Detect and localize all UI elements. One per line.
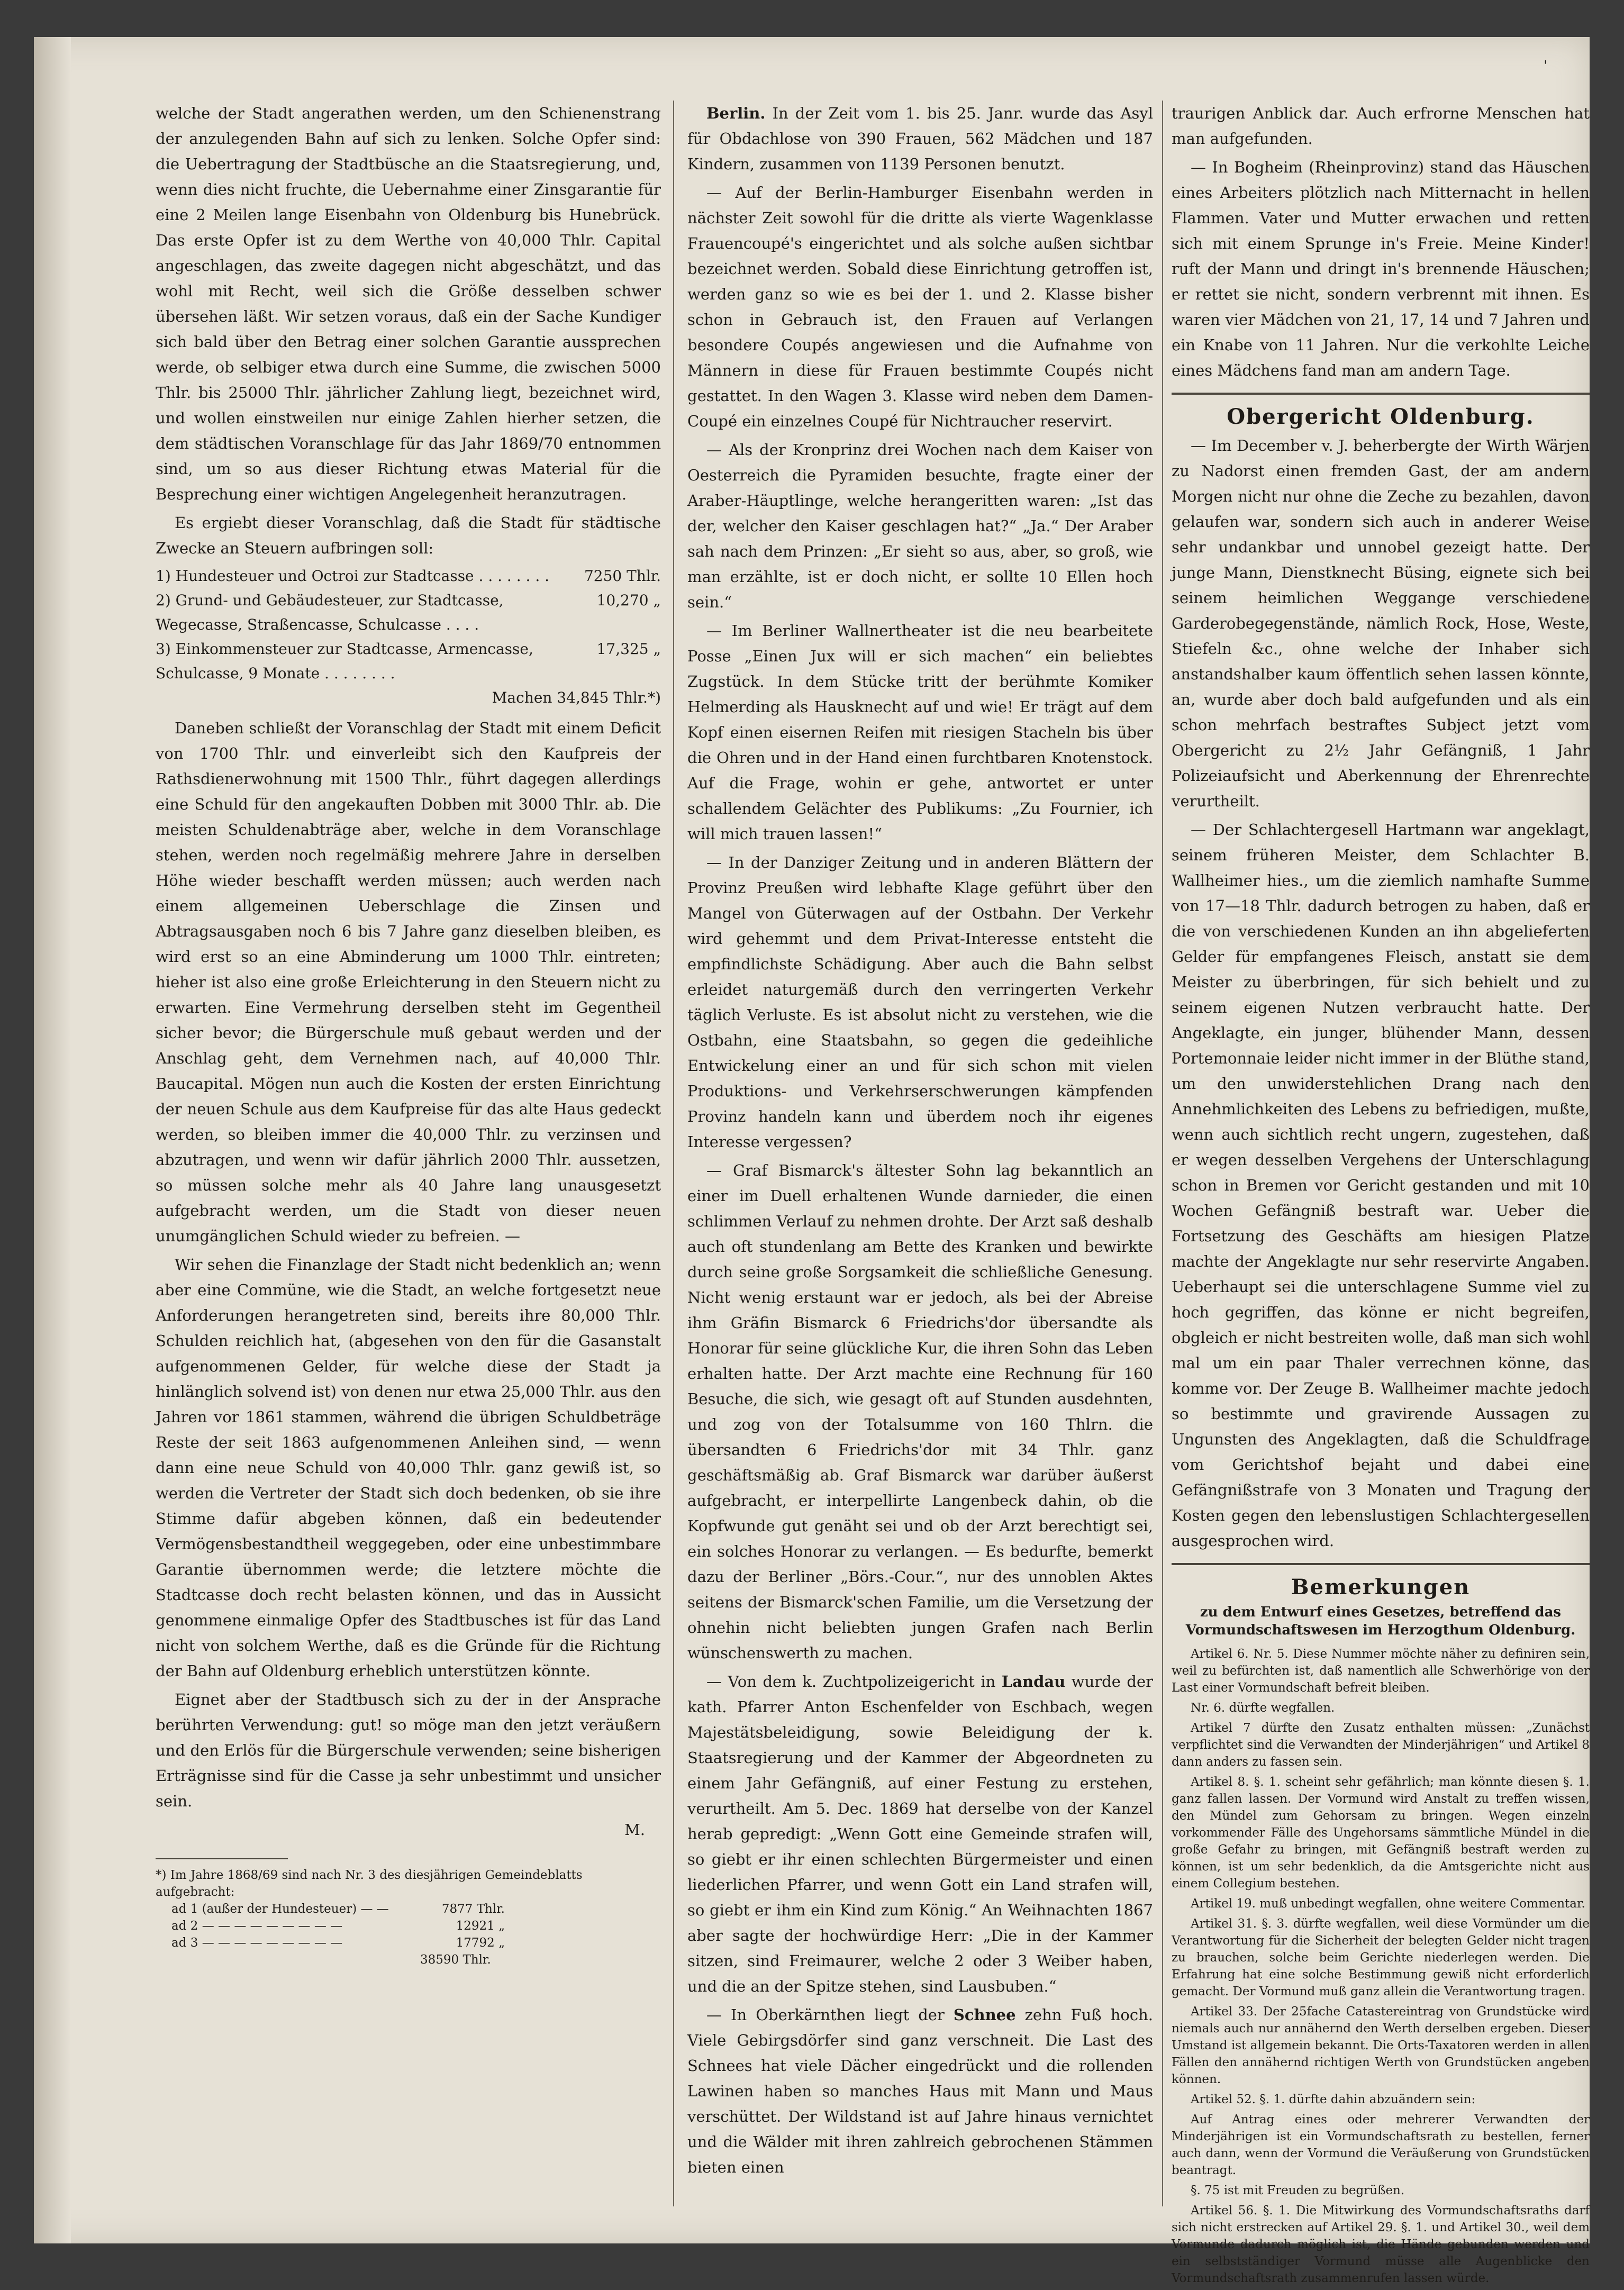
tax-label: 2) Grund- und Gebäudesteuer, zur Stadtcasse, Wegecasse, Straßencasse, Schulcasse . . . .	[156, 592, 504, 633]
paragraph-text: In der Zeit vom 1. bis 25. Janr. wurde das Asyl für Obdachlose von 390 Frauen, 562 Mädchen und 187 Kindern, zusammen von 1139 Personen benutzt.	[687, 104, 1154, 173]
paragraph: Eignet aber der Stadtbusch sich zu der in der Ansprache berührten Verwendung: gut! so möge man den jetzt veräußern und den Erlös für die Bürgerschule verwenden; seine bisherigen Erträgnisse sind für die Casse ja sehr unbestimmt und unsicher sein.	[156, 1691, 661, 1810]
tax-value: 17,325 „	[596, 640, 661, 658]
paragraph: — Auf der Berlin-Hamburger Eisenbahn werden in nächster Zeit sowohl für die dritte als vierte Wagenklasse Frauencoupé's eingerichtet und als solche außen sichtbar bezeichnet werden. Sobald diese Einrichtung getroffen ist, werden ganz so wie es bei der 1. und 2. Klasse bisher schon in Gebrauch ist, den Frauen auf Verlangen besondere Coupés angewiesen und die Aufnahme von Männern in diese für Frauen bestimmte Coupés nicht gestattet. In den Wagen 3. Klasse wird neben dem Damen-Coupé ein einzelnes Coupé für Nichtraucher reservirt.	[687, 184, 1153, 430]
paragraph: traurigen Anblick dar. Auch erfrorne Menschen hat man aufgefunden.	[1172, 104, 1590, 148]
paragraph-text: wurde der kath. Pfarrer Anton Eschenfelder von Eschbach, wegen Majestätsbeleidigung, sowie Beleidigung der k. Staatsregierung und der Kammer der Abgeordneten zu einem Jahr Gefängniß, auf einer Festung zu erstehen, verurtheilt. Am 5. Dec. 1869 hat derselbe von der Kanzel herab gepredigt: „Wenn Gott eine Gemeinde strafen will, so giebt er ihr einen schlechten Bürgermeister und einen liederlichen Pfarrer, und wenn Gott ein Land strafen will, so giebt er ihm ein Kind zum König.“ An Weihnachten 1867 aber sagte der hochwürdige Herr: „Die in der Kammer sitzen, sind Freimaurer, welche 2 oder 3 Weiber haben, und die an der Spitze stehen, sind Lausbuben.“	[687, 1673, 1153, 1995]
paragraph	[687, 1669, 1153, 1999]
paragraph: Wir sehen die Finanzlage der Stadt nicht bedenklich an; wenn aber eine Commüne, wie die Stadt, an welche fortgesetzt neue Anforderungen herangetreten sind, bereits ihre 80,000 Thlr. Schulden reichlich hat, (abgesehen von den für die Gasanstalt aufgenommenen Gelder, für welche diese der Stadt ja hinlänglich solvend ist) von denen nur etwa 25,000 Thlr. aus den Jahren vor 1861 stammen, während die übrigen Schuldbeträge Reste der seit 1863 aufgenommenen Anleihen sind, — wenn dann eine neue Schuld von 40,000 Thlr. ganz gewiß ist, so werden die Vertreter der Stadt sich doch bedenken, ob sie ihre Stimme dafür abgeben können, daß ein bedeutender Vermögensbestandtheil weggegeben, oder eine unbestimmbare Garantie übernommen werde; die letztere möchte die Stadtcasse doch recht belasten können, und das in Aussicht genommene einmalige Opfer des Stadtbusches ist für das Land nicht von solchem Werthe, daß es die Gründe für die Richtung der Bahn auf Oldenburg erheblich unterstützen könnte.	[156, 1256, 661, 1680]
paragraph: welche der Stadt angerathen werden, um den Schienenstrang der anzulegenden Bahn auf sich zu lenken. Solche Opfer sind: die Uebertragung der Stadtbüsche an die Staatsregierung, und, wenn dies nicht fruchte, die Uebernahme einer Zinsgarantie für eine 2 Meilen lange Eisenbahn von Oldenburg bis Hunebrück. Das erste Opfer ist zu dem Werthe von 40,000 Thlr. Capital angeschlagen, das zweite dagegen nicht abgeschätzt, und das wohl mit Recht, weil sich die Größe desselben schwer übersehen läßt. Wir setzen voraus, daß ein der Sache Kundiger sich bald über den Betrag einer solchen Garantie aussprechen werde, ob selbiger etwa durch eine Summe, die zwischen 5000 Thlr. bis 25000 Thlr. jährlicher Zahlung liegt, bezeichnet wird, und wollen einstweilen nur einige Zahlen hierher setzen, die dem städtischen Voranschlage für das Jahr 1869/70 entnommen sind, um so aus dieser Richtung etwas Material für die Besprechung einer wichtigen Angelegenheit heranzutragen.	[156, 104, 661, 503]
court-section-title: Obergericht Oldenburg.	[1227, 404, 1535, 429]
tax-value: 7250 Thlr.	[584, 567, 661, 585]
section-rule	[1172, 1563, 1590, 1565]
paragraph: Artikel 6. Nr. 5. Diese Nummer möchte näher zu definiren sein, weil zu befürchten ist, daß namentlich alle Schwerhörige von der Last einer Vormundschaft befreit bleiben.	[1172, 1647, 1590, 1695]
paragraph	[687, 101, 1153, 177]
footnote-label: ad 2 — — — — — — — — —	[171, 1919, 343, 1933]
footnote-label: ad 1 (außer der Hundesteuer) — —	[171, 1902, 389, 1916]
tax-row	[156, 637, 661, 686]
paragraph: §. 75 ist mit Freuden zu begrüßen.	[1191, 2184, 1405, 2197]
paragraph: Daneben schließt der Voranschlag der Stadt mit einem Deficit von 1700 Thlr. und einverleibt sich den Kaufpreis der Rathsdienerwohnung mit 1500 Thlr., führt dagegen allerdings eine Schuld für den angekauften Dobben mit 3000 Thlr. ab. Die meisten Schuldenabträge aber, welche in dem Voranschlage stehen, werden noch regelmäßig mehrere Jahre in derselben Höhe wieder beschafft werden müssen; auch werden nach einem allgemeinen Ueberschlage die Zinsen und Abtragsausgaben noch 6 bis 7 Jahre ganz dieselben bleiben, es wird erst so an eine Abminderung um 1000 Thlr. eintreten; hieher ist also eine große Erleichterung in den Steuern nicht zu erwarten. Eine Vermehrung derselben steht im Gegentheil sicher bevor; die Bürgerschule muß gebaut werden und der Anschlag geht, dem Vernehmen nach, auf 40,000 Thlr. Baucapital. Mögen nun auch die Kosten der ersten Einrichtung der neuen Schule aus dem Kaufpreise für das alte Haus gedeckt werden, so bleiben immer die 40,000 Thlr. zu verzinsen und abzutragen, und wenn wir dafür jährlich 2000 Thlr. aussetzen, so müssen solche mehr als 40 Jahre lang unausgesetzt aufgebracht werden, um die Stadt von dieser neuen unumgänglichen Schuld wieder zu befreien. —	[156, 719, 661, 1245]
paragraph: Artikel 52. §. 1. dürfte dahin abzuändern sein:	[1191, 2093, 1476, 2106]
tax-row	[156, 564, 661, 588]
paragraph: Artikel 56. §. 1. Die Mitwirkung des Vormundschaftsraths darf sich nicht erstrecken auf Artikel 29. §. 1. und Artikel 30., weil dem Vormunde dadurch möglich ist, die Hände gebunden werden und ein selbstständiger Vormund müsse alle Augenblicke den Vormundschaftsrath zusammenrufen lassen würde.	[1172, 2204, 1590, 2285]
emphasis: Schnee	[953, 2006, 1016, 2024]
tax-label: 3) Einkommensteuer zur Stadtcasse, Armencasse, Schulcasse, 9 Monate . . . . . . . .	[156, 640, 533, 682]
paragraph: Artikel 33. Der 25fache Catastereintrag von Grundstücke wird niemals auch nur annähernd den Werth derselben ergeben. Dieser Umstand ist allgemein bekannt. Die Orts-Taxatoren werden in allen Fällen den annähernd richtigen Werth von Grundstücken angeben können.	[1172, 2005, 1590, 2086]
place-name: Landau	[1001, 1673, 1066, 1691]
paragraph: — In der Danziger Zeitung und in anderen Blättern der Provinz Preußen wird lebhafte Klage geführt über den Mangel von Güterwagen auf der Ostbahn. Der Verkehr wird gehemmt und dem Privat-Interesse entsteht die empfindlichste Schädigung. Aber auch die Bahn selbst erleidet naturgemäß durch den verringerten Verkehr täglich Verluste. Es ist absolut nicht zu verstehen, wie die Ostbahn, eine Staatsbahn, so gegen die gedeihliche Entwickelung einer an und für sich schon mit vielen Produktions- und Verkehrserschwerungen kämpfenden Provinz handeln kann und überdem noch ihr eigenes Interesse vergessen?	[687, 853, 1153, 1151]
paragraph: Artikel 19. muß unbedingt wegfallen, ohne weitere Commentar.	[1191, 1897, 1585, 1911]
remarks-body	[1172, 1646, 1590, 2287]
paragraph: Auf Antrag eines oder mehrerer Verwandten der Minderjährigen ist ein Vormundschaftsrath zu bestellen, ferner auch dann, wenn der Vormund die Veräußerung von Grundstücken beantragt.	[1172, 2113, 1590, 2177]
paragraph: — Im December v. J. beherbergte der Wirth Wärjen zu Nadorst einen fremden Gast, der am andern Morgen nicht nur ohne die Zeche zu bezahlen, davon gelaufen war, sondern sich auch in anderer Weise sehr undankbar und unnobel gezeigt hatte. Der junge Mann, Dienstknecht Büsing, eignete sich bei seinem heimlichen Weggange verschiedene Garderobegegenstände, nämlich Rock, Hose, Weste, Stiefeln &c., ohne welche der Inhaber sich anstandshalber kaum öffentlich sehen lassen könnte, an, wurde aber doch bald aufgefunden und als ein schon mehrfach bestraftes Subject jetzt vom Obergericht zu 2½ Jahr Gefängniß, 1 Jahr Polizeiaufsicht und Aberkennung der Ehrenrechte verurtheilt.	[1172, 437, 1590, 810]
footnote-separator	[156, 1858, 288, 1859]
column-rule-2	[1162, 101, 1163, 2206]
paragraph: — Als der Kronprinz drei Wochen nach dem Kaiser von Oesterreich die Pyramiden besuchte, fragte einer der Araber-Häuptlinge, welche herangeritten waren: „Ist das der, welcher den Kaiser geschlagen hat?“ „Ja.“ Der Araber sah nach dem Prinzen: „Er sieht so aus, aber, so groß, wie man erzählte, ist er doch nicht, er sollte 10 Ellen hoch sein.“	[687, 441, 1153, 611]
paragraph: Artikel 31. §. 3. dürfte wegfallen, weil diese Vormünder um die Verantwortung für die Sicherheit der belegten Gelder nicht tragen zu brauchen, solche beim Gerichte niederlegen werden. Die Erfahrung hat eine solche Bestimmung gewiß nicht erforderlich gemacht. Der Vormund muß ganz allein die Verantwortung tragen.	[1172, 1917, 1590, 1998]
footnote-label: ad 3 — — — — — — — — —	[171, 1936, 343, 1950]
column-rule-1	[673, 101, 674, 2206]
paragraph-text: — In Oberkärnthen liegt der	[706, 2006, 945, 2024]
footnote-value: 12921 „	[456, 1919, 505, 1933]
footnote-row	[156, 1901, 661, 1918]
newspaper-page	[34, 37, 1590, 2285]
footnote-row	[156, 1918, 661, 1934]
tax-total: Machen 34,845 Thlr.*)	[492, 689, 661, 706]
paragraph: — Im Berliner Wallnertheater ist die neu bearbeitete Posse „Einen Jux will er sich machen“ ein beliebtes Zugstück. In dem Stücke tritt der berühmte Komiker Helmerding als Hausknecht auf und wie! Er trägt auf dem Kopf einen eisernen Reifen mit riesigen Stacheln bis über die Ohren und in der Hand einen furchtbaren Knotenstock. Auf die Frage, wohin er gehe, antwortet er unter schallendem Gelächter des Publikums: „Zu Fournier, ich will mich trauen lassen!“	[687, 622, 1153, 843]
paragraph	[687, 2002, 1153, 2180]
tax-table	[156, 564, 661, 710]
author-signature: M.	[624, 1821, 645, 1839]
footnote-row	[156, 1934, 661, 1951]
remarks-section-subtitle: zu dem Entwurf eines Gesetzes, betreffend das Vormundschaftswesen im Herzogthum Oldenburg.	[1185, 1604, 1576, 1638]
tax-value: 10,270 „	[596, 592, 661, 609]
footnote-value: 17792 „	[456, 1936, 505, 1950]
paragraph: Nr. 6. dürfte wegfallen.	[1191, 1701, 1335, 1715]
section-rule	[1172, 393, 1590, 395]
footnote-value: 7877 Thlr.	[441, 1902, 505, 1916]
column-right	[1172, 101, 1590, 2290]
paragraph: — Graf Bismarck's ältester Sohn lag bekanntlich an einer im Duell erhaltenen Wunde darnieder, die einen schlimmen Verlauf zu nehmen drohte. Der Arzt saß deshalb auch oft stundenlang am Bette des Kranken und bewirkte durch seine große Sorgsamkeit die schließliche Genesung. Nicht wenig erstaunt war er jedoch, als bei der Abreise ihm Gräfin Bismarck 6 Friedrichs'dor übersandte als Honorar für seine glückliche Kur, die ihren Sohn das Leben erhalten hatte. Der Arzt machte eine Rechnung für 160 Besuche, die sich, wie gesagt oft auf Stunden ausdehnten, und zog von der Totalsumme von 160 Thlrn. die übersandten 6 Friedrichs'dor mit 34 Thlr. ganz geschäftsmäßig ab. Graf Bismarck war darüber äußerst aufgebracht, er interpellirte Langenbeck dahin, ob die Kopfwunde gut genäht sei und ob der Arzt berechtigt sei, ein solches Honorar zu verlangen. — Es bedurfte, bemerkt dazu der Berliner „Börs.-Cour.“, nur des unnoblen Aktes seitens der Bismarck'schen Familie, um die Versetzung der ohnehin nicht beliebten jungen Grafen nach Berlin wünschenswerth zu machen.	[687, 1161, 1153, 1662]
paragraph: — In Bogheim (Rheinprovinz) stand das Häuschen eines Arbeiters plötzlich nach Mitternacht in hellen Flammen. Vater und Mutter erwachen und retten sich mit einem Sprunge in's Freie. Meine Kinder! ruft der Mann und dringt in's brennende Häuschen; er rettet sie nicht, sondern verbrennt mit ihnen. Es waren vier Mädchen von 21, 17, 14 und 7 Jahren und ein Knabe von 11 Jahren. Nur die verkohlte Leiche eines Mädchens fand man am andern Tage.	[1172, 158, 1590, 379]
column-middle	[687, 101, 1153, 2183]
paragraph: — Der Schlachtergesell Hartmann war angeklagt, seinem früheren Meister, dem Schlachter B. Wallheimer hies., um die ziemlich namhafte Summe von 17—18 Thlr. dadurch betrogen zu haben, daß er die von verschiedenen Kunden an ihn abgelieferten Gelder für empfangenes Fleisch, anstatt sie dem Meister zu überbringen, für sich behielt und zu seinem eigenen Nutzen verbraucht hatte. Der Angeklagte, ein junger, blühender Mann, dessen Portemonnaie leider nicht immer in der Blüthe stand, um den unwiderstehlichen Drang nach den Annehmlichkeiten des Lebens zu befriedigen, mußte, wenn auch sichtlich recht ungern, zugestehen, daß er wegen desselben Vergehens der Unterschlagung schon in Bremen vor Gericht gestanden und mit 10 Wochen Gefängniß bestraft war. Ueber die Fortsetzung des Geschäfts am hiesigen Platze machte der Angeklagte nur sehr reservirte Angaben. Ueberhaupt sei die unterschlagene Summe viel zu hoch gegriffen, das könne er nicht begreifen, obgleich er nicht bestreiten wolle, daß man sich wohl mal um ein paar Thaler verrechnen könne, das komme vor. Der Zeuge B. Wallheimer machte jedoch so bestimmte und gravirende Aussagen zu Ungunsten des Angeklagten, daß die Schuldfrage vom Gerichtshof bejaht und dabei eine Gefängnißstrafe von 3 Monaten und Tragung der Kosten gegen den lebenslustigen Schlachtergesellen ausgesprochen wird.	[1172, 821, 1590, 1550]
paragraph: Artikel 8. §. 1. scheint sehr gefährlich; man könnte diesen §. 1. ganz fallen lassen. Der Vormund wird Anstalt zu treffen wissen, den Mündel zum Gehorsam zu bringen. Wegen einzeln vorkommender Fälle des Ungehorsams sämmtliche Mündel in die große Gefahr zu bringen, mit Gefängniß bestraft werden zu können, ist um sehr bedenklich, da die Amtsgerichte nicht aus einem Collegium bestehen.	[1172, 1775, 1590, 1891]
column-left	[156, 101, 661, 1968]
paragraph-text: — Von dem k. Zuchtpolizeigericht in	[706, 1673, 996, 1691]
footnote-total: 38590 Thlr.	[420, 1953, 491, 1967]
remarks-section-title: Bemerkungen	[1291, 1575, 1471, 1600]
tax-label: 1) Hundesteuer und Octroi zur Stadtcasse . . . . . . . .	[156, 567, 550, 585]
footnote	[156, 1867, 661, 1968]
paragraph: Es ergiebt dieser Voranschlag, daß die Stadt für städtische Zwecke an Steuern aufbringen soll:	[156, 514, 661, 557]
paragraph: Artikel 7 dürfte den Zusatz enthalten müssen: „Zunächst verpflichtet sind die Verwandten der Minderjährigen“ und Artikel 8 dann anders zu fassen sein.	[1172, 1721, 1590, 1769]
paragraph-text: zehn Fuß hoch. Viele Gebirgsdörfer sind ganz verschneit. Die Last des Schnees hat viele Dächer eingedrückt und die rollenden Lawinen haben so manches Haus mit Mann und Maus verschüttet. Der Wildstand ist auf Jahre hinaus vernichtet und die Wälder mit ihren zahlreich gebrochenen Stämmen bieten einen	[687, 2006, 1153, 2176]
page-mark: '	[1544, 58, 1547, 73]
dateline: Berlin.	[706, 104, 766, 122]
binding-gutter	[34, 37, 71, 2243]
footnote-intro: *) Im Jahre 1868/69 sind nach Nr. 3 des diesjährigen Gemeindeblatts aufgebracht:	[156, 1868, 583, 1899]
tax-row	[156, 588, 661, 637]
